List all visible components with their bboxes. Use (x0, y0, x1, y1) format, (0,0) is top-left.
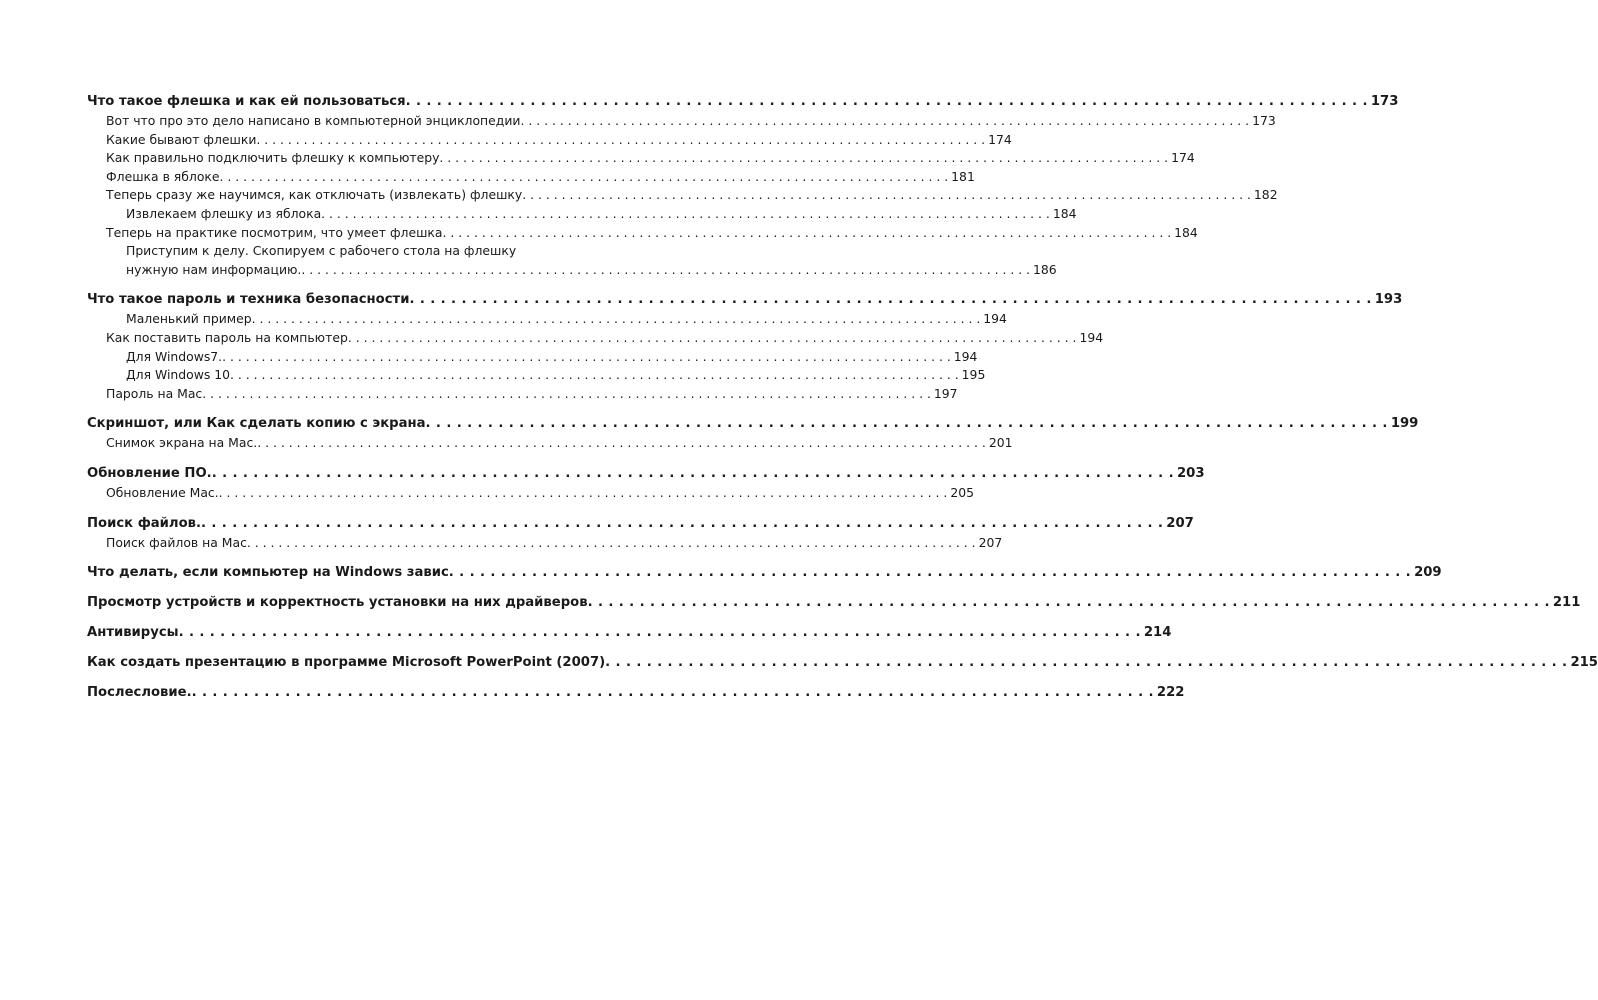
toc-chapter (87, 514, 1194, 534)
page-number: 222 (1156, 685, 1185, 701)
subsection-title: Вот что про это дело написано в компьютерной энциклопедии (106, 113, 521, 128)
dot-leader (201, 514, 1163, 534)
dot-leader (426, 414, 1388, 434)
dot-leader (588, 593, 1550, 613)
page-number: 184 (1052, 205, 1077, 221)
page-number: 209 (1414, 565, 1442, 581)
toc-subsubsection (87, 366, 986, 385)
subsection-title: Теперь на практике посмотрим, что умеет флешка (106, 224, 443, 240)
page-number: 199 (1390, 416, 1419, 432)
chapter-title: Просмотр устройств и корректность установки на них драйверов (87, 595, 588, 611)
toc-subsubsection (87, 261, 1057, 280)
dot-leader (257, 434, 986, 453)
dot-leader (202, 385, 931, 404)
toc-subsection (87, 186, 1278, 205)
subsubsection-title: Маленький пример (126, 311, 252, 327)
chapter-title: Обновление ПО. (87, 465, 212, 481)
toc-subsection (87, 224, 1198, 243)
section-spacer (87, 503, 690, 514)
chapter-title: Что делать, если компьютер на Windows завис (87, 565, 449, 581)
toc-chapter (87, 290, 1403, 310)
dot-leader (409, 290, 1371, 310)
subsubsection-title-line1: Приступим к делу. Скопируем с рабочего стола на флешку (126, 243, 517, 259)
page-number: 215 (1570, 655, 1598, 671)
dot-leader (252, 310, 981, 329)
section-spacer (87, 453, 690, 464)
subsubsection-title-line2: нужную нам информацию. (126, 261, 302, 277)
page-number: 211 (1552, 595, 1581, 611)
toc-subsection (87, 434, 1013, 453)
section-spacer (87, 583, 690, 593)
toc-chapter (87, 563, 1442, 583)
page-number: 174 (988, 131, 1012, 147)
toc-chapter (87, 464, 1205, 484)
page-number: 214 (1143, 625, 1172, 641)
subsection-title: Пароль на Мас (106, 385, 203, 401)
section-spacer (87, 279, 690, 290)
page-number: 186 (1033, 261, 1057, 277)
dot-leader (321, 205, 1050, 224)
page-number: 197 (933, 385, 958, 401)
section-spacer (87, 552, 690, 563)
chapter-title: Послесловие. (87, 685, 192, 701)
chapter-title: Как создать презентацию в программе Microsoft PowerPoint (2007) (87, 655, 606, 671)
toc-subsubsection (87, 310, 1007, 329)
dot-leader (301, 261, 1030, 280)
page-number: 194 (983, 311, 1007, 327)
dot-leader (219, 484, 948, 503)
page-number: 173 (1370, 94, 1399, 109)
section-spacer (87, 403, 690, 414)
subsection-title: Обновление Mac. (106, 484, 219, 500)
dot-leader (449, 563, 1411, 583)
subsection-title: Как правильно подключить флешку к компьютеру (106, 150, 440, 166)
toc-subsection (87, 484, 974, 503)
toc-chapter (87, 593, 1581, 613)
subsection-title: Какие бывают флешки (106, 131, 257, 147)
subsection-title: Как поставить пароль на компьютер (106, 329, 348, 345)
page-number: 201 (988, 435, 1013, 451)
chapter-title: Что такое флешка и как ей пользоваться (87, 94, 406, 109)
subsubsection-title: Для Windows 10 (126, 367, 231, 383)
page-number: 203 (1176, 465, 1205, 481)
page-number: 194 (953, 348, 978, 364)
dot-leader (179, 623, 1141, 643)
page-number: 181 (951, 168, 975, 184)
chapter-title: Антивирусы (87, 625, 179, 641)
toc-subsection (87, 149, 1195, 168)
toc-chapter (87, 683, 1185, 703)
chapter-title: Скриншот, или Как сделать копию с экрана (87, 416, 426, 432)
page-number: 184 (1174, 224, 1198, 240)
dot-leader (522, 186, 1251, 205)
toc-chapter (87, 623, 1172, 643)
dot-leader (406, 92, 1368, 112)
subsection-title: Поиск файлов на Mac (106, 534, 247, 550)
section-spacer (87, 643, 690, 653)
dot-leader (192, 683, 1154, 703)
toc-subsection (87, 168, 975, 187)
subsubsection-title: Для Windows7. (126, 348, 223, 364)
chapter-title: Поиск файлов. (87, 515, 201, 531)
section-spacer (87, 673, 690, 683)
dot-leader (439, 149, 1168, 168)
toc-subsubsection (87, 348, 978, 367)
table-of-contents (87, 92, 1598, 703)
chapter-title: Что такое пароль и техника безопасности (87, 292, 410, 308)
toc-chapter (87, 653, 1598, 673)
dot-leader (520, 112, 1249, 131)
dot-leader (348, 329, 1077, 348)
page-number: 193 (1374, 292, 1403, 308)
toc-subsection (87, 329, 1104, 348)
page-number: 195 (961, 367, 986, 383)
section-spacer (87, 613, 690, 623)
page-number: 205 (950, 484, 974, 500)
subsubsection-title: Извлекаем флешку из яблока (126, 205, 322, 221)
toc-subsection (87, 385, 958, 404)
page-number: 173 (1252, 113, 1276, 128)
subsection-title: Теперь сразу же научимся, как отключать (извлекать) флешку (106, 187, 523, 203)
toc-subsection (87, 131, 1012, 150)
dot-leader (230, 366, 959, 385)
dot-leader (256, 131, 985, 150)
dot-leader (443, 224, 1172, 243)
subsection-title: Флешка в яблоке (106, 168, 220, 184)
toc-chapter (87, 92, 1399, 112)
toc-chapter (87, 414, 1419, 434)
dot-leader (605, 653, 1567, 673)
page-number: 207 (978, 534, 1003, 550)
page-number: 182 (1253, 187, 1278, 203)
page-number: 194 (1079, 329, 1104, 345)
page-number: 174 (1171, 150, 1195, 166)
toc-subsection (87, 534, 1003, 553)
subsection-title: Снимок экрана на Mac. (106, 435, 258, 451)
dot-leader (222, 348, 951, 367)
dot-leader (220, 168, 949, 187)
page-number: 207 (1166, 515, 1194, 531)
toc-subsubsection (87, 205, 1077, 224)
toc-subsection (87, 112, 1276, 131)
dot-leader (247, 534, 976, 553)
dot-leader (212, 464, 1174, 484)
